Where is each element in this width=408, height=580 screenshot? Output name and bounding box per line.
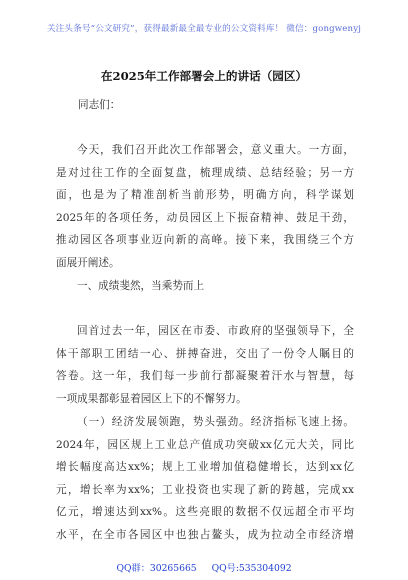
intro-line: 2025年的各项任务，动员园区上下振奋精神、鼓足干劲， [56,211,354,224]
subsection-line: （一）经济发展领跑，势头强劲。经济指标飞速上扬。 [77,416,354,428]
intro-line: 是对过往工作的全面复盘，梳理成绩、总结经验；另一方 [56,166,354,179]
qq-number-link[interactable]: QQ号:535304092 [211,563,292,574]
section-line: 一项成果都彰显着园区上下的不懈努力。 [56,392,247,405]
subsection-line: 水平，在全市各园区中也独占鳌头，成为拉动全市经济增 [56,528,354,541]
section-paragraph [56,320,354,410]
document-title: 在2025年工作部署会上的讲话（园区） [100,69,308,83]
section-heading-block [56,275,354,298]
section-line: 回首过去一年，园区在市委、市政府的坚强领导下，全 [77,325,354,337]
subsection-paragraph [56,411,354,547]
promo-banner: 关注头条号“公文研究”，获得最新最全最专业的公文资料库！ 微信：gongwenyj [46,24,362,34]
intro-paragraph [56,139,354,275]
qq-group-link[interactable]: QQ群：30265665 [116,563,197,574]
subsection-line: 2024年，园区规上工业总产值成功突破xx亿元大关，同比 [56,438,354,451]
intro-line: 面展开阐述。 [56,256,120,269]
contact-footer [0,560,408,574]
subsection-line: 增长幅度高达xx%；规上工业增加值稳健增长，达到xx亿 [56,461,354,474]
subsection-line: 亿元，增速达到xx%。这些亮眼的数据不仅远超全市平均 [56,506,354,519]
subsection-line: 元，增长率为xx%；工业投资也实现了新的跨越，完成xx [56,483,354,496]
section-line: 体干部职工团结一心、拼搏奋进，交出了一份令人瞩目的 [56,347,354,360]
section-line: 答卷。这一年，我们每一步前行都凝聚着汗水与智慧，每 [56,370,354,383]
intro-line: 今天，我们召开此次工作部署会，意义重大。一方面， [77,144,354,156]
intro-line: 推动园区各项事业迈向新的高峰。接下来，我围绕三个方 [56,234,354,247]
salutation: 同志们： [78,99,121,111]
intro-line: 面，也是为了精准剖析当前形势，明确方向，科学谋划 [56,189,354,202]
section-heading: 一、成绩斐然，当乘势而上 [77,280,205,292]
